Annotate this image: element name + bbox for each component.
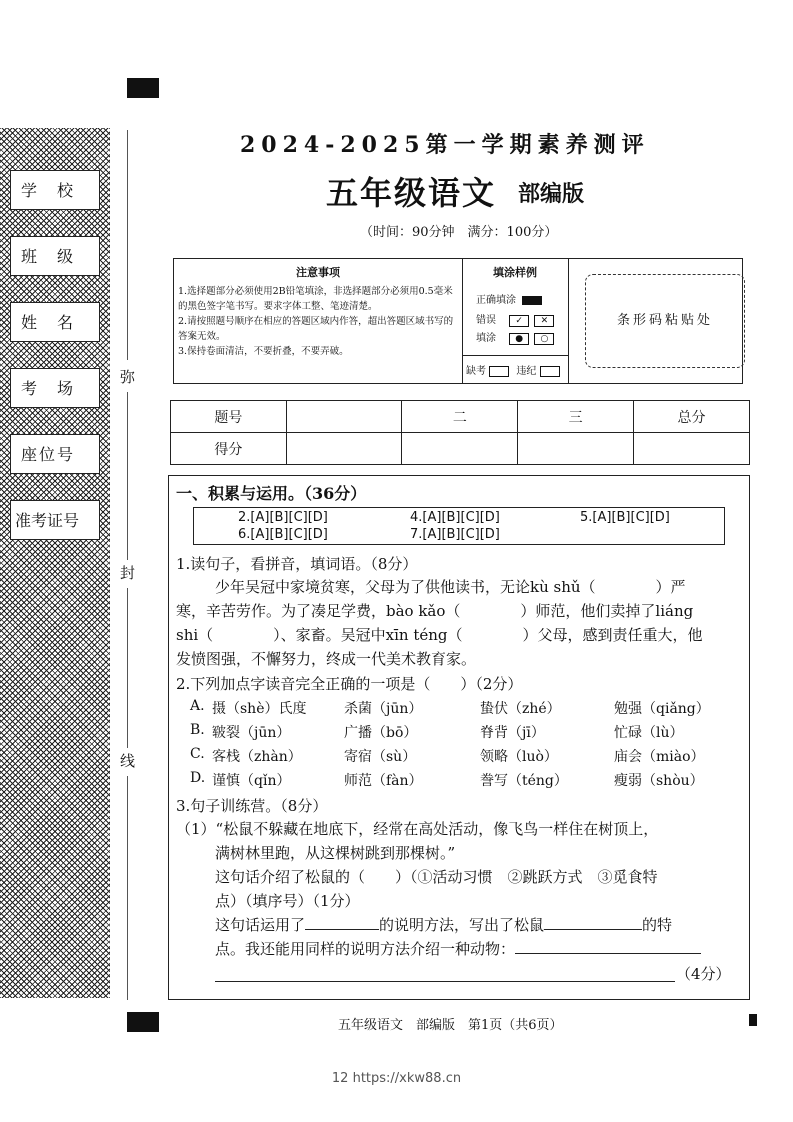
answer-choice[interactable]: 4.[A][B][C][D] [410, 510, 500, 525]
violation-label: 违纪 [516, 366, 537, 377]
score-row-label: 得分 [171, 433, 287, 465]
violation-checkbox[interactable] [540, 366, 560, 377]
info-field-name: 姓 名 [10, 302, 100, 342]
question-3-text: 的特 [642, 916, 673, 934]
option-c-label: C. [190, 746, 205, 762]
correct-fill-mark [522, 296, 542, 305]
question-3-text: 这句话运用了 [215, 916, 306, 934]
notice-title: 注意事项 [296, 266, 340, 279]
score-header-cell: 三 [518, 401, 634, 433]
exam-title: 2024-2025第一学期素养测评 [240, 132, 650, 158]
seal-char-1: 弥 [120, 368, 136, 386]
score-header-cell: 题号 [171, 401, 287, 433]
question-3-quote: （1）“松鼠不躲藏在地底下，经常在高处活动，像飞鸟一样住在树顶上， [176, 820, 659, 838]
option-cell: 摄（shè）氏度 [212, 701, 307, 717]
option-a-label: A. [190, 698, 205, 714]
option-cell: 脊背（jī） [480, 725, 545, 741]
edition-label: 部编版 [518, 181, 585, 207]
cross-mark-icon: ✕ [534, 315, 554, 327]
wrong-fill-label: 错误 [476, 315, 496, 326]
answer-bubbles [193, 507, 725, 545]
question-3-title: 3.句子训练营。（8分） [176, 797, 328, 815]
score-header-cell: 二 [402, 401, 518, 433]
answer-choice[interactable]: 7.[A][B][C][D] [410, 527, 500, 542]
question-2-title: 2.下列加点字读音完全正确的一项是（ ）（2分） [176, 675, 523, 693]
question-3-line: 点）（填序号）（1分） [215, 892, 360, 910]
option-cell: 领略（luò） [480, 749, 558, 765]
empty-circle-icon: ○ [534, 333, 554, 345]
info-field-school: 学 校 [10, 170, 100, 210]
registration-mark-top-left [127, 78, 159, 98]
answer-blank[interactable] [515, 953, 701, 954]
option-cell: 广播（bō） [344, 725, 418, 741]
student-info-panel [0, 150, 105, 570]
option-cell: 庙会（miào） [614, 749, 705, 765]
seal-line-segment [127, 392, 128, 560]
question-3-quote: 满树林里跑，从这棵树跳到那棵树。” [215, 844, 456, 862]
exam-time-score: （时间：90分钟 满分：100分） [360, 225, 558, 240]
option-cell: 誊写（téng） [480, 773, 568, 789]
score-cell[interactable] [518, 433, 634, 465]
info-field-room: 考 场 [10, 368, 100, 408]
question-3-text: 的说明方法，写出了松鼠 [379, 916, 545, 934]
question-3-text: 点。我还能用同样的说明方法介绍一种动物： [215, 940, 516, 958]
answer-blank[interactable] [305, 929, 379, 930]
correct-fill-label: 正确填涂 [476, 295, 516, 306]
option-cell: 蛰伏（zhé） [480, 701, 561, 717]
option-cell: 皲裂（jūn） [212, 725, 291, 741]
notice-rule: 3.保持卷面清洁，不要折叠，不要弄破。 [178, 346, 349, 357]
option-cell: 谨慎（qǐn） [212, 773, 291, 789]
question-1-line: shi（ ）、家畜。吴冠中xīn téng（ ）父母，感到责任重大，他 [176, 626, 703, 644]
option-cell: 忙碌（lù） [614, 725, 684, 741]
score-table [170, 400, 750, 465]
option-cell: 瘦弱（shòu） [614, 773, 704, 789]
section-title: 一、积累与运用。（36分） [176, 484, 367, 503]
seal-line-segment [127, 588, 128, 748]
answer-choice[interactable]: 2.[A][B][C][D] [238, 510, 328, 525]
notice-rule: 2.请按照题号顺序在相应的答题区域内作答，超出答题区域书写的答案无效。 [178, 316, 454, 342]
question-3-score: （4分） [676, 965, 731, 983]
fill-sample-column [462, 259, 569, 383]
question-1-line: 少年吴冠中家境贫寒，父母为了供他读书，无论kù shǔ（ ）严 [215, 578, 686, 596]
seal-char-2: 封 [120, 564, 136, 582]
seal-line-segment [127, 776, 128, 1000]
page-footer: 五年级语文 部编版 第1页（共6页） [338, 1018, 563, 1033]
seal-char-3: 线 [120, 752, 136, 770]
subject-title: 五年级语文 [326, 174, 497, 212]
answer-blank[interactable] [544, 929, 642, 930]
info-field-class: 班 级 [10, 236, 100, 276]
answer-blank[interactable] [215, 981, 675, 982]
registration-mark-bottom-left [127, 1012, 159, 1032]
option-cell: 勉强（qiǎng） [614, 701, 710, 717]
info-field-seat: 座位号 [10, 434, 100, 474]
source-url: 12 https://xkw88.cn [331, 1071, 462, 1086]
absent-label: 缺考 [466, 366, 486, 377]
score-header-cell [286, 401, 402, 433]
option-cell: 杀菌（jūn） [344, 701, 423, 717]
question-1-line: 寒，辛苦劳作。为了凑足学费，bào kǎo（ ）师范，他们卖掉了liáng [176, 602, 694, 620]
score-cell[interactable] [402, 433, 518, 465]
score-cell[interactable] [286, 433, 402, 465]
score-header-cell: 总分 [634, 401, 750, 433]
registration-mark-bottom-right [749, 1014, 757, 1026]
question-1-title: 1.读句子，看拼音，填词语。（8分） [176, 555, 418, 573]
score-cell[interactable] [634, 433, 750, 465]
barcode-area: 条形码粘贴处 [585, 274, 745, 368]
answer-choice[interactable]: 5.[A][B][C][D] [580, 510, 670, 525]
option-cell: 师范（fàn） [344, 773, 423, 789]
notice-box [173, 258, 743, 384]
fill-sample-title: 填涂样例 [493, 266, 537, 279]
seal-line-segment [127, 130, 128, 360]
option-cell: 寄宿（sù） [344, 749, 417, 765]
option-b-label: B. [190, 722, 205, 738]
notice-rules-column [174, 259, 463, 383]
option-d-label: D. [190, 770, 206, 786]
dot-fill-icon: ● [509, 333, 529, 345]
question-1-line: 发愤图强，不懈努力，终成一代美术教育家。 [176, 650, 477, 668]
absent-checkbox[interactable] [489, 366, 509, 377]
notice-rule: 1.选择题部分必须使用2B铅笔填涂，非选择题部分必须用0.5毫米的黑色签字笔书写。要求字体工整、笔迹清楚。 [178, 286, 453, 312]
option-cell: 客栈（zhàn） [212, 749, 302, 765]
fill-label: 填涂 [476, 333, 496, 344]
question-3-line: 这句话介绍了松鼠的（ ）（①活动习惯 ②跳跃方式 ③觅食特 [215, 868, 658, 886]
info-field-exam-id: 准考证号 [10, 500, 100, 540]
answer-choice[interactable]: 6.[A][B][C][D] [238, 527, 328, 542]
check-mark-icon: ✓ [509, 315, 529, 327]
